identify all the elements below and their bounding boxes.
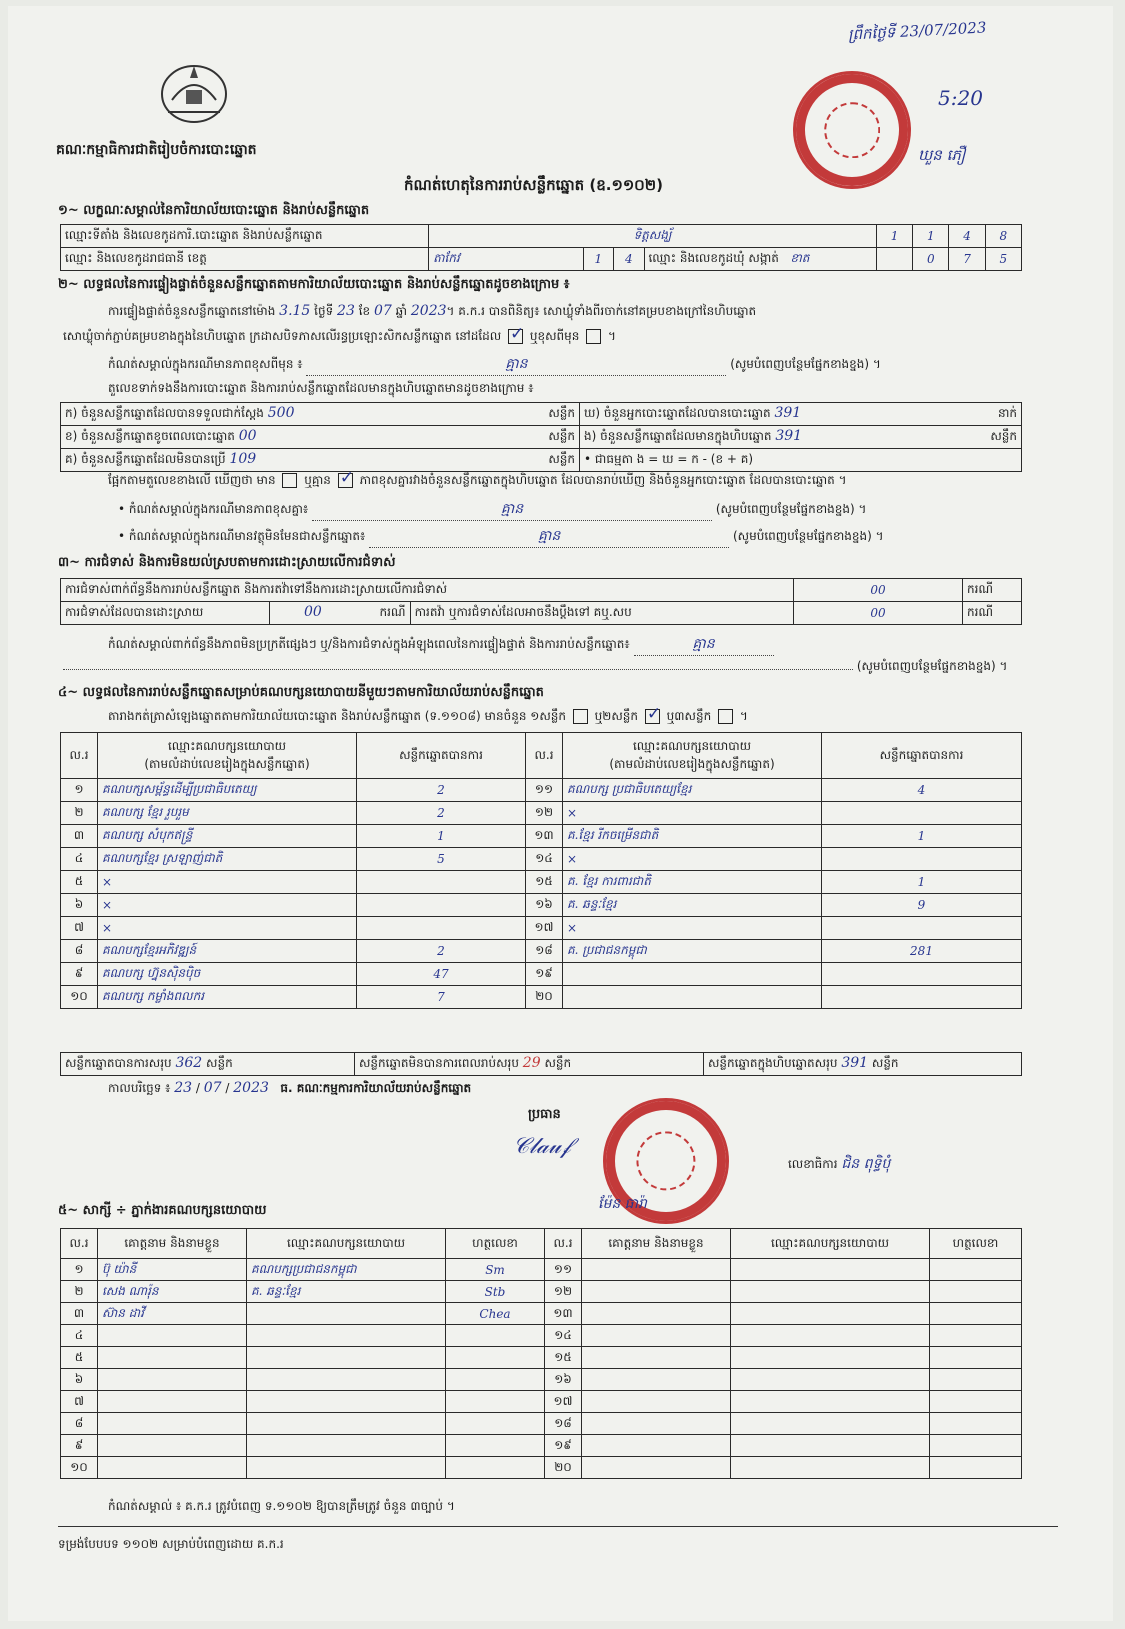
table-cell: ×: [98, 871, 357, 894]
table-row: [61, 1325, 1022, 1347]
table-cell: ១២: [526, 802, 563, 825]
objections-table: ការជំទាស់ពាក់ព័ន្ធនឹងការរាប់សន្លឹកឆ្នោត និងការតវ៉ាទៅនឹងការដោះស្រាយលើការជំទាស់ 00 ករណី ការជំទាស់ដែលបានដោះស្រាយ 00 ករណី ការតវ៉ា ឬការជំទាស់ដែលអាចនឹងប្តឹងទៅ គឬ.សប 00 ករណី: [60, 578, 1022, 625]
table-cell: គណបក្សសម្ព័ន្ធដើម្បីប្រជាធិបតេយ្យ: [98, 779, 357, 802]
table-row: [61, 1281, 1022, 1303]
table-cell: 47: [357, 963, 526, 986]
president-label: ប្រធាន: [528, 1107, 561, 1122]
table-row: [61, 1435, 1022, 1457]
table-cell: ១០: [61, 1457, 98, 1479]
change-note-line: កំណត់សម្គាល់ក្នុងករណីមានភាពខុសពីមុន ៖ គ្មាន (សូមបំពេញបន្ថែមផ្នែកខាងខ្នង) ។: [108, 354, 1023, 376]
table-row: [61, 1457, 1022, 1479]
table-cell: ៥: [61, 1347, 98, 1369]
section4-title: ៤~ លទ្ធផលនៃការរាប់សន្លឹកឆ្នោតសម្រាប់គណបក្សនយោបាយនីមួយៗតាមការិយាល័យរាប់សន្លឹកឆ្នោត: [58, 685, 544, 700]
table-cell: [446, 1413, 545, 1435]
table-row: [61, 894, 1022, 917]
table-cell: [731, 1303, 930, 1325]
irregularity-note-continued: (សូមបំពេញបន្ថែមផ្នែកខាងខ្នង) ។: [63, 658, 1023, 676]
table-cell: [98, 1347, 247, 1369]
table-cell: [98, 1391, 247, 1413]
table-cell: [731, 1259, 930, 1281]
table-row: [61, 1259, 1022, 1281]
difference-line: ផ្អែកតាមតួលេខខាងលើ ឃើញថា មាន ឬគ្មាន ✓ ភាពខុសគ្នារវាងចំនួនសន្លឹកឆ្នោតក្នុងហិបឆ្នោត ដែលបានរាប់ឃើញ និងចំនួនអ្នកបោះឆ្នោត ដែលបានបោះឆ្នោត ។: [108, 472, 847, 490]
table-cell: ប៊ុ យ៉ានី: [98, 1259, 247, 1281]
table-cell: គណបក្ស ប្រជាធិបតេយ្យខ្មែរ: [563, 779, 822, 802]
table-cell: [98, 1457, 247, 1479]
table-cell: [446, 1347, 545, 1369]
table-cell: [446, 1457, 545, 1479]
table-cell: ៧: [61, 1391, 98, 1413]
table-row: [61, 1369, 1022, 1391]
table-cell: [563, 963, 822, 986]
table-cell: [731, 1413, 930, 1435]
table-cell: គណបក្ស សំបុកឥន្ទ្រី: [98, 825, 357, 848]
table-cell: ២: [61, 1281, 98, 1303]
difference-note: • កំណត់សម្គាល់ក្នុងករណីមានភាពខុសគ្នា៖ គ្មាន (សូមបំពេញបន្ថែមផ្នែកខាងខ្នង) ។: [118, 499, 1023, 521]
table-cell: [930, 1369, 1022, 1391]
table-cell: [582, 1303, 731, 1325]
table-cell: [446, 1391, 545, 1413]
table-cell: ៥: [61, 871, 98, 894]
table-cell: 2: [357, 779, 526, 802]
table-cell: ១១: [545, 1259, 582, 1281]
table-cell: [930, 1347, 1022, 1369]
table-cell: 1: [822, 871, 1022, 894]
table-cell: [357, 894, 526, 917]
table-cell: [247, 1347, 446, 1369]
table-cell: ×: [98, 894, 357, 917]
table-cell: ×: [563, 917, 822, 940]
table-cell: 1: [822, 825, 1022, 848]
table-cell: ១៣: [526, 825, 563, 848]
check-line2: សោឃ្លុំចាក់ភ្ជាប់គម្របខាងក្នុងនៃហិបឆ្នោត ក្រដាសបិទភាសលើរន្ធប្រឡោះសិកសន្លឹកឆ្នោត នៅដដែល ✓ ឬខុសពីមុន ។: [63, 328, 616, 346]
official-stamp-top: [793, 71, 911, 189]
section1-title: ១~ លក្ខណៈសម្គាល់នៃការិយាល័យបោះឆ្នោត និងរាប់សន្លឹកឆ្នោត: [58, 203, 370, 218]
date-line: កាលបរិច្ឆេទ ៖ 23 / 07 / 2023 ធ. គណៈកម្មការការិយាល័យរាប់សន្លឹកឆ្នោត: [108, 1080, 472, 1096]
table-cell: ១៤: [526, 848, 563, 871]
secretary-line: លេខាធិការ ជិន ពុទ្ធិបុំ: [788, 1156, 891, 1172]
table-cell: ៤: [61, 1325, 98, 1347]
table-cell: [582, 1413, 731, 1435]
table-cell: [247, 1413, 446, 1435]
table-cell: [247, 1325, 446, 1347]
table-cell: ស៊ាន ដាវី: [98, 1303, 247, 1325]
table-cell: 9: [822, 894, 1022, 917]
table-row: [61, 871, 1022, 894]
table-cell: ១: [61, 779, 98, 802]
table-cell: [563, 986, 822, 1009]
table-cell: ៩: [61, 963, 98, 986]
table-cell: គ. ប្រជាជនកម្ពុជា: [563, 940, 822, 963]
table-cell: [582, 1281, 731, 1303]
table-cell: 2: [357, 802, 526, 825]
table-row: [61, 1303, 1022, 1325]
one-sheet-checkbox[interactable]: [573, 709, 588, 724]
table-cell: [98, 1435, 247, 1457]
table-cell: [247, 1303, 446, 1325]
table-cell: ៦: [61, 1369, 98, 1391]
table-cell: [930, 1259, 1022, 1281]
table-cell: 7: [357, 986, 526, 1009]
table-cell: [822, 802, 1022, 825]
table-cell: [930, 1435, 1022, 1457]
table-cell: ១១: [526, 779, 563, 802]
commune-cell: ឈ្មោះ និងលេខកូដឃុំ សង្កាត់ ខាត: [644, 248, 876, 271]
location-value: ទិត្តសង្ឃ័: [429, 225, 877, 248]
table-cell: ១៩: [545, 1435, 582, 1457]
table-cell: ×: [98, 917, 357, 940]
table-cell: Stb: [446, 1281, 545, 1303]
table-cell: ៨: [61, 1413, 98, 1435]
table-cell: [98, 1325, 247, 1347]
table-row: [61, 1347, 1022, 1369]
table-cell: ×: [563, 848, 822, 871]
result-intro: តួលេខទាក់ទងនឹងការបោះឆ្នោត និងការរាប់សន្លឹកឆ្នោតដែលមានក្នុងហិបឆ្នោតមានដូចខាងក្រោម ៖: [108, 381, 534, 395]
table-row: [61, 986, 1022, 1009]
table-cell: [357, 871, 526, 894]
received-signature: ឃួន ភឿ: [918, 146, 966, 164]
form-page: [8, 6, 1113, 1621]
table-cell: [446, 1435, 545, 1457]
section1-table: ឈ្មោះទីតាំង និងលេខកូដការិ.បោះឆ្នោត និងរាប់សន្លឹកឆ្នោត ទិត្តសង្ឃ័ 1 1 4 8 ឈ្មោះ និងលេខកូដរាជធានី ខេត្ត តាកែវ 1 4 ឈ្មោះ និងលេខកូដឃុំ សង្កាត់ ខាត 0 7 5: [60, 224, 1022, 271]
table-row: [61, 963, 1022, 986]
two-sheets-checkbox[interactable]: [645, 709, 660, 724]
table-row: [61, 1413, 1022, 1435]
table-cell: [731, 1435, 930, 1457]
totals-table: សន្លឹកឆ្នោតបានការសរុប 362 សន្លឹក សន្លឹកឆ្នោតមិនបានការពេលរាប់សរុប 29 សន្លឹក សន្លឹកឆ្នោតក្នុងហិបឆ្នោតសរុប 391 សន្លឹក: [60, 1052, 1022, 1076]
table-cell: គណបក្សខ្មែរអភិវឌ្ឍន៍: [98, 940, 357, 963]
table-cell: ៧: [61, 917, 98, 940]
table-cell: [582, 1347, 731, 1369]
table-cell: ១០: [61, 986, 98, 1009]
table-cell: [582, 1369, 731, 1391]
table-cell: ១៦: [545, 1369, 582, 1391]
table-cell: [247, 1391, 446, 1413]
table-cell: ១៧: [545, 1391, 582, 1413]
footer-divider: [58, 1526, 1058, 1527]
table-cell: ×: [563, 802, 822, 825]
table-cell: [930, 1391, 1022, 1413]
province-value: តាកែវ: [429, 248, 584, 271]
table-cell: [582, 1391, 731, 1413]
party-results-table: ល.រ ឈ្មោះគណបក្សនយោបាយ (តាមលំដាប់លេខរៀងក្នុងសន្លឹកឆ្នោត) សន្លឹកឆ្នោតបានការ ល.រ ឈ្មោះគណបក្សនយោបាយ (តាមលំដាប់លេខរៀងក្នុងសន្លឹកឆ្នោត) សន្លឹកឆ្នោតបានការ ១ គណបក្សសម្ព័ន្ធដើម្បីប្រជាធិបតេយ្យ 2 ១១ គណបក្ស ប្រជាធិបតេយ្យខ្មែរ 4 ២ គណបក្ស ខ្មែរ រួបរួម 2 ១២ × ៣ គណបក្ស សំបុកឥន្ទ្រី 1 ១៣ គ.ខ្មែរ រីកចម្រើនជាតិ 1 ៤ គណបក្សខ្មែរ ស្រឡាញ់ជាតិ 5 ១៤ × ៥ × ១៥ គ. ខ្មែរ ការពារជាតិ 1 ៦ × ១៦ គ. ឆន្ទៈខ្មែរ 9 ៧ × ១៧ × ៨ គណបក្សខ្មែរអភិវឌ្ឍន៍ 2 ១៨ គ. ប្រជាជនកម្ពុជា 281 ៩ គណបក្ស ហ្វ៊ុនស៊ិនប៉ិច 47 ១៩ ១០ គណបក្ស កម្លាំងពលករ 7 ២០: [60, 732, 1022, 1009]
table-cell: ៣: [61, 1303, 98, 1325]
changed-checkbox[interactable]: [586, 329, 601, 344]
table-cell: ៤: [61, 848, 98, 871]
table-cell: [930, 1303, 1022, 1325]
table-cell: [357, 917, 526, 940]
table-row: [61, 848, 1022, 871]
table-cell: [930, 1281, 1022, 1303]
table-cell: Sm: [446, 1259, 545, 1281]
table-cell: ១២: [545, 1281, 582, 1303]
table-cell: ១៩: [526, 963, 563, 986]
table-cell: ១៨: [526, 940, 563, 963]
three-sheets-checkbox[interactable]: [718, 709, 733, 724]
table-cell: ១៤: [545, 1325, 582, 1347]
footnote: កំណត់សម្គាល់ ៖ គ.ក.រ ត្រូវបំពេញ ទ.១១០២ ឱ្យបានត្រឹមត្រូវ ចំនួន ៣ច្បាប់ ។: [108, 1499, 455, 1513]
table-cell: [731, 1457, 930, 1479]
table-cell: គ. ឆន្ទៈខ្មែរ: [247, 1281, 446, 1303]
table-cell: [822, 986, 1022, 1009]
received-note: ព្រឹកថ្ងៃទី 23/07/2023: [847, 18, 987, 44]
table-cell: គ.ខ្មែរ រីកចម្រើនជាតិ: [563, 825, 822, 848]
table-cell: [731, 1347, 930, 1369]
table-cell: [446, 1369, 545, 1391]
section2-title: ២~ លទ្ធផលនៃការផ្ទៀងផ្ទាត់ចំនួនសន្លឹកឆ្នោតតាមការិយាល័យបោះឆ្នោត និងរាប់សន្លឹកឆ្នោតដូចខាងក្រោម ៖: [58, 277, 570, 292]
table-cell: ២០: [545, 1457, 582, 1479]
table-cell: 281: [822, 940, 1022, 963]
table-cell: [731, 1369, 930, 1391]
table-cell: ១: [61, 1259, 98, 1281]
table-cell: គណបក្ស កម្លាំងពលករ: [98, 986, 357, 1009]
table-cell: សេង ណារ៉ុន: [98, 1281, 247, 1303]
received-time: 5:20: [938, 86, 983, 110]
table-cell: [822, 963, 1022, 986]
section3-title: ៣~ ការជំទាស់ និងការមិនយល់ស្របតាមការដោះស្រាយលើការជំទាស់: [58, 555, 396, 570]
table-cell: 5: [357, 848, 526, 871]
ballot-figures-table: ក) ចំនួនសន្លឹកឆ្នោតដែលបានទទួលជាក់ស្តែង 500 សន្លឹក ឃ) ចំនួនអ្នកបោះឆ្នោតដែលបានបោះឆ្នោត 391 នាក់ ខ) ចំនួនសន្លឹកឆ្នោតខូចពេលបោះឆ្នោត 00 សន្លឹក ង) ចំនួនសន្លឹកឆ្នោតដែលមានក្នុងហិបឆ្នោត 391 សន្លឹក គ) ចំនួនសន្លឹកឆ្នោតដែលមិនបានប្រើ 109 សន្លឹក • ជាធម្មតា ង = ឃ = ក - (ខ + គ): [60, 402, 1022, 472]
table-cell: [731, 1281, 930, 1303]
table-row: [61, 1391, 1022, 1413]
table-cell: 1: [357, 825, 526, 848]
table-cell: គណបក្ស ខ្មែរ រួបរួម: [98, 802, 357, 825]
table-cell: ១៧: [526, 917, 563, 940]
table-cell: ១៨: [545, 1413, 582, 1435]
table-cell: [582, 1435, 731, 1457]
table-cell: [98, 1413, 247, 1435]
table-cell: ៩: [61, 1435, 98, 1457]
form-title: កំណត់ហេតុនៃការរាប់សន្លឹកឆ្នោត (ឧ.១១០២): [404, 176, 664, 194]
check-line1: ការផ្ទៀងផ្ទាត់ចំនួនសន្លឹកឆ្នោតនៅម៉ោង 3.15 ថ្ងៃទី 23 ខែ 07 ឆ្នាំ 2023។ គ.ក.រ បានពិនិត្យ៖ សោឃ្លុំទាំងពីរចាក់នៅគម្របខាងក្រៅនៃហិបឆ្នោត: [108, 303, 757, 319]
tally-sheet-line: តារាងកត់ត្រាសំឡេងឆ្នោតតាមការិយាល័យបោះឆ្នោត និងរាប់សន្លឹកឆ្នោត (ទ.១១០៨) មានចំនួន ១សន្លឹក ឬ២សន្លឹក ✓ ឬ៣សន្លឹក ។: [108, 708, 748, 726]
table-cell: ៦: [61, 894, 98, 917]
nec-logo-icon: [158, 60, 230, 124]
table-cell: គណបក្ស ហ្វ៊ុនស៊ិនប៉ិច: [98, 963, 357, 986]
table-cell: ១៦: [526, 894, 563, 917]
table-cell: [930, 1325, 1022, 1347]
table-cell: ១៥: [526, 871, 563, 894]
table-cell: [582, 1325, 731, 1347]
table-cell: [98, 1369, 247, 1391]
no-difference-checkbox[interactable]: [338, 473, 353, 488]
table-row: [61, 802, 1022, 825]
table-row: [61, 825, 1022, 848]
has-difference-checkbox[interactable]: [282, 473, 297, 488]
table-cell: ៨: [61, 940, 98, 963]
president-signature: 𝒞𝓁𝒶𝓊𝒻: [513, 1134, 571, 1159]
table-row: [61, 917, 1022, 940]
table-cell: គ. ឆន្ទៈខ្មែរ: [563, 894, 822, 917]
table-cell: [731, 1325, 930, 1347]
table-cell: [247, 1457, 446, 1479]
table-cell: ២០: [526, 986, 563, 1009]
unchanged-checkbox[interactable]: [508, 329, 523, 344]
table-cell: [930, 1457, 1022, 1479]
commission-name: គណៈកម្មាធិការជាតិរៀបចំការបោះឆ្នោត: [56, 142, 257, 158]
table-cell: Chea: [446, 1303, 545, 1325]
table-cell: 2: [357, 940, 526, 963]
table-cell: [822, 848, 1022, 871]
table-cell: ២: [61, 802, 98, 825]
table-cell: 4: [822, 779, 1022, 802]
table-cell: គណបក្សប្រជាជនកម្ពុជា: [247, 1259, 446, 1281]
irregularity-note: កំណត់សម្គាល់ពាក់ព័ន្ធនឹងភាពមិនប្រក្រតីផ្សេងៗ ឬ/និងការជំទាស់ក្នុងអំឡុងពេលនៃការផ្ទៀងផ្ទាត់ និងការរាប់សន្លឹកឆ្នោត៖ គ្មាន: [108, 634, 1023, 656]
table-cell: ១៥: [545, 1347, 582, 1369]
table-cell: [446, 1325, 545, 1347]
table-cell: [930, 1413, 1022, 1435]
table-row: [61, 940, 1022, 963]
location-label: ឈ្មោះទីតាំង និងលេខកូដការិ.បោះឆ្នោត និងរាប់សន្លឹកឆ្នោត: [61, 225, 429, 248]
table-cell: [731, 1391, 930, 1413]
table-cell: [247, 1369, 446, 1391]
table-cell: ៣: [61, 825, 98, 848]
table-cell: [582, 1457, 731, 1479]
section5-title: ៥~ សាក្សី ÷ ភ្នាក់ងារគណបក្សនយោបាយ: [58, 1203, 267, 1218]
table-cell: គ. ខ្មែរ ការពារជាតិ: [563, 871, 822, 894]
president-name: ម៉ែន ធារ៉ា: [598, 1196, 647, 1212]
witness-table: ល.រ គោត្តនាម និងនាមខ្លួន ឈ្មោះគណបក្សនយោបាយ ហត្ថលេខា ល.រ គោត្តនាម និងនាមខ្លួន ឈ្មោះគណបក្សនយោបាយ ហត្ថលេខា ១ ប៊ុ យ៉ានី គណបក្សប្រជាជនកម្ពុជា Sm ១១ ២ សេង ណារ៉ុន គ. ឆន្ទៈខ្មែរ Stb ១២ ៣ ស៊ាន ដាវី Chea ១៣ ៤ ១៤ ៥ ១៥ ៦ ១៦ ៧ ១៧ ៨ ១៨ ៩ ១៩ ១០ ២០: [60, 1228, 1022, 1479]
table-cell: [247, 1435, 446, 1457]
table-cell: ១៣: [545, 1303, 582, 1325]
other-object-note: • កំណត់សម្គាល់ក្នុងករណីមានវត្ថុមិនមែនជាសន្លឹកឆ្នោត៖ គ្មាន (សូមបំពេញបន្ថែមផ្នែកខាងខ្នង) ។: [118, 526, 1023, 548]
table-cell: [822, 917, 1022, 940]
form-footer-note: ទម្រង់បែបបទ ១១០២ សម្រាប់បំពេញដោយ គ.ក.រ: [58, 1537, 284, 1551]
table-cell: គណបក្សខ្មែរ ស្រឡាញ់ជាតិ: [98, 848, 357, 871]
table-cell: [582, 1259, 731, 1281]
table-row: [61, 779, 1022, 802]
province-label: ឈ្មោះ និងលេខកូដរាជធានី ខេត្ត: [61, 248, 429, 271]
